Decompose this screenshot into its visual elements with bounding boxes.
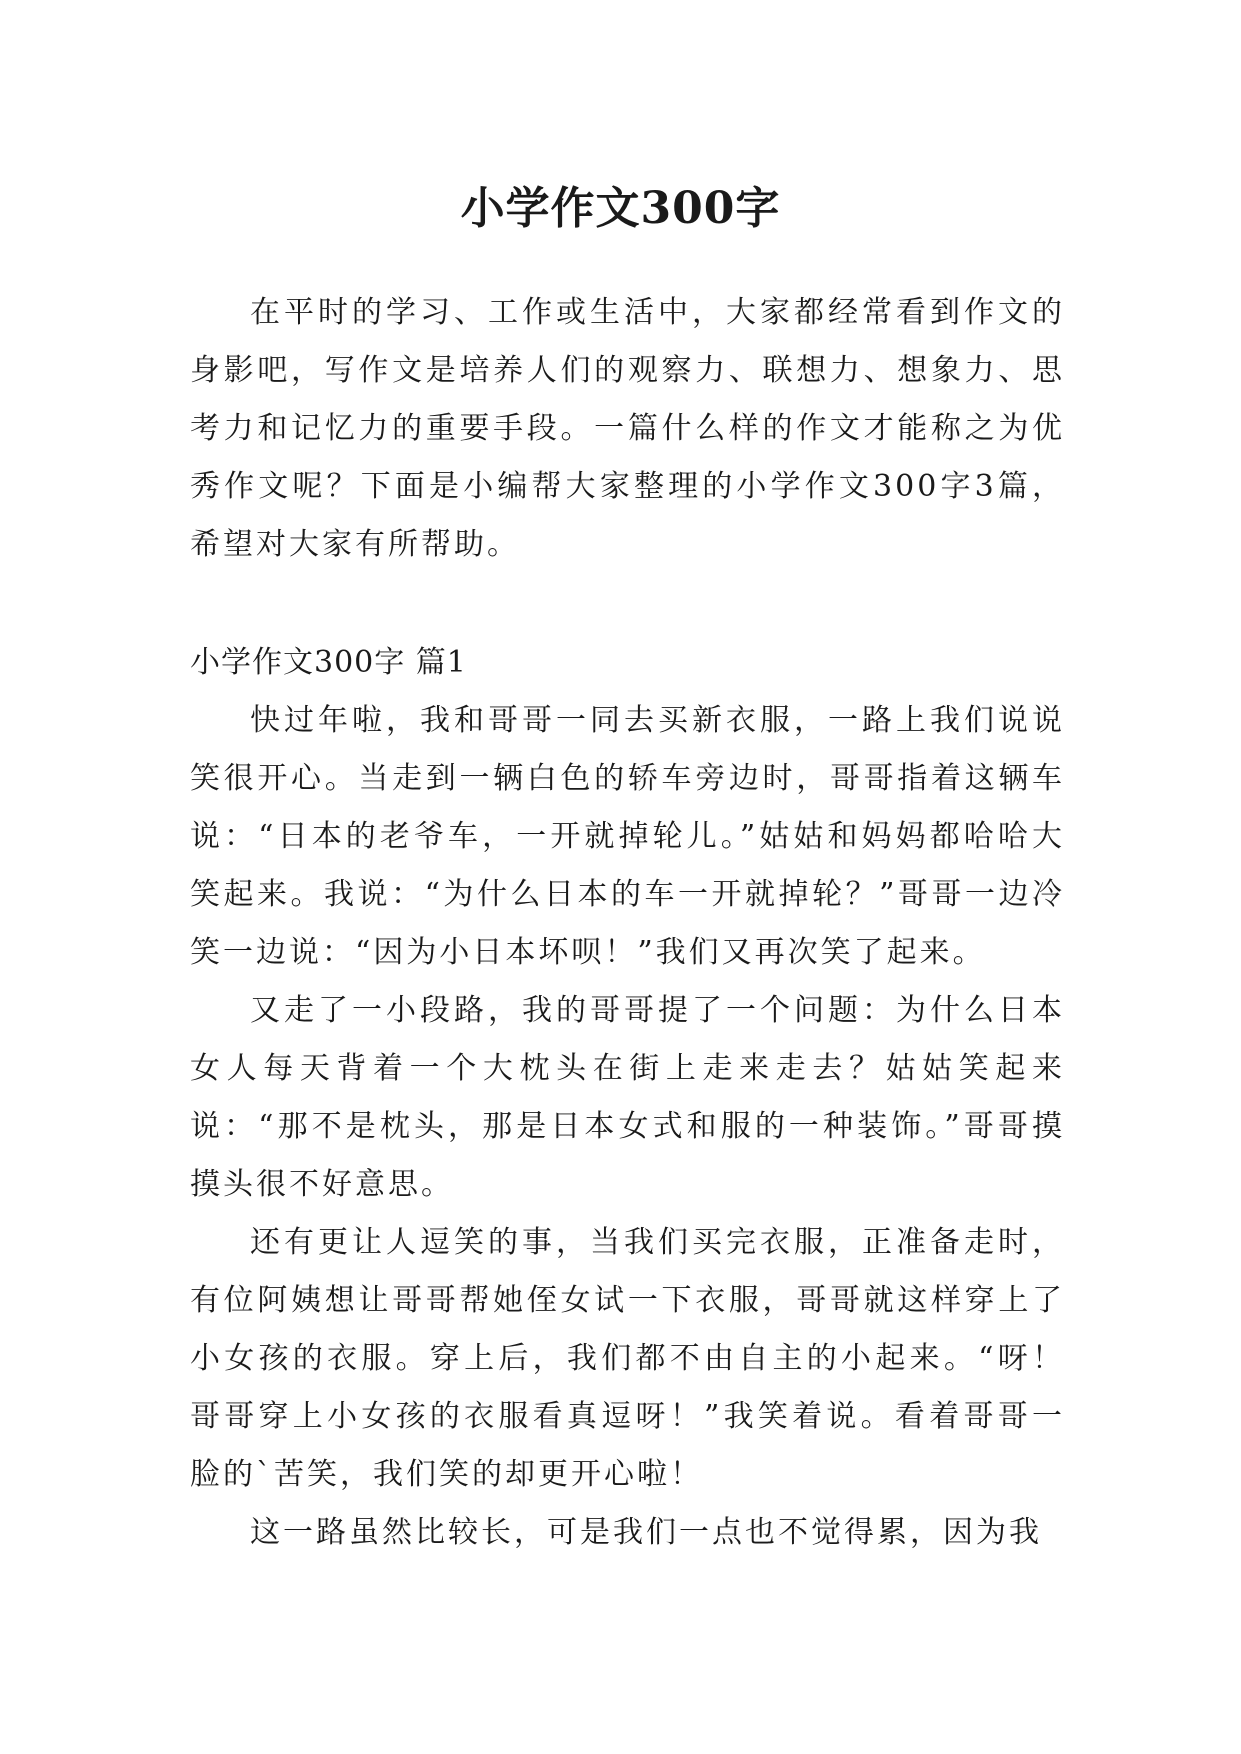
body-paragraph-1: 快过年啦，我和哥哥一同去买新衣服，一路上我们说说笑很开心。当走到一辆白色的轿车旁边时，哥哥指着这辆车说：“日本的老爷车，一开就掉轮儿。”姑姑和妈妈都哈哈大笑起来。我说：“为什么日本的车一开就掉轮？”哥哥一边冷笑一边说：“因为小日本坏呗！”我们又再次笑了起来。 [190,703,1065,970]
document-body [190,284,1065,1562]
body-paragraph-2: 又走了一小段路，我的哥哥提了一个问题：为什么日本女人每天背着一个大枕头在街上走来走去？姑姑笑起来说：“那不是枕头，那是日本女式和服的一种装饰。”哥哥摸摸头很不好意思。 [190,993,1065,1202]
intro-paragraph: 在平时的学习、工作或生活中，大家都经常看到作文的身影吧，写作文是培养人们的观察力、联想力、想象力、思考力和记忆力的重要手段。一篇什么样的作文才能称之为优秀作文呢？下面是小编帮大家整理的小学作文300字3篇，希望对大家有所帮助。 [190,295,1065,562]
body-paragraph-3: 还有更让人逗笑的事，当我们买完衣服，正准备走时，有位阿姨想让哥哥帮她侄女试一下衣服，哥哥就这样穿上了小女孩的衣服。穿上后，我们都不由自主的小起来。“呀！哥哥穿上小女孩的衣服看真逗呀！”我笑着说。看着哥哥一脸的`苦笑，我们笑的却更开心啦！ [190,1225,1065,1492]
document-title: 小学作文300字 [460,183,781,235]
section-heading: 小学作文300字 篇1 [190,645,467,680]
body-paragraph-4: 这一路虽然比较长，可是我们一点也不觉得累，因为我 [250,1515,1042,1550]
